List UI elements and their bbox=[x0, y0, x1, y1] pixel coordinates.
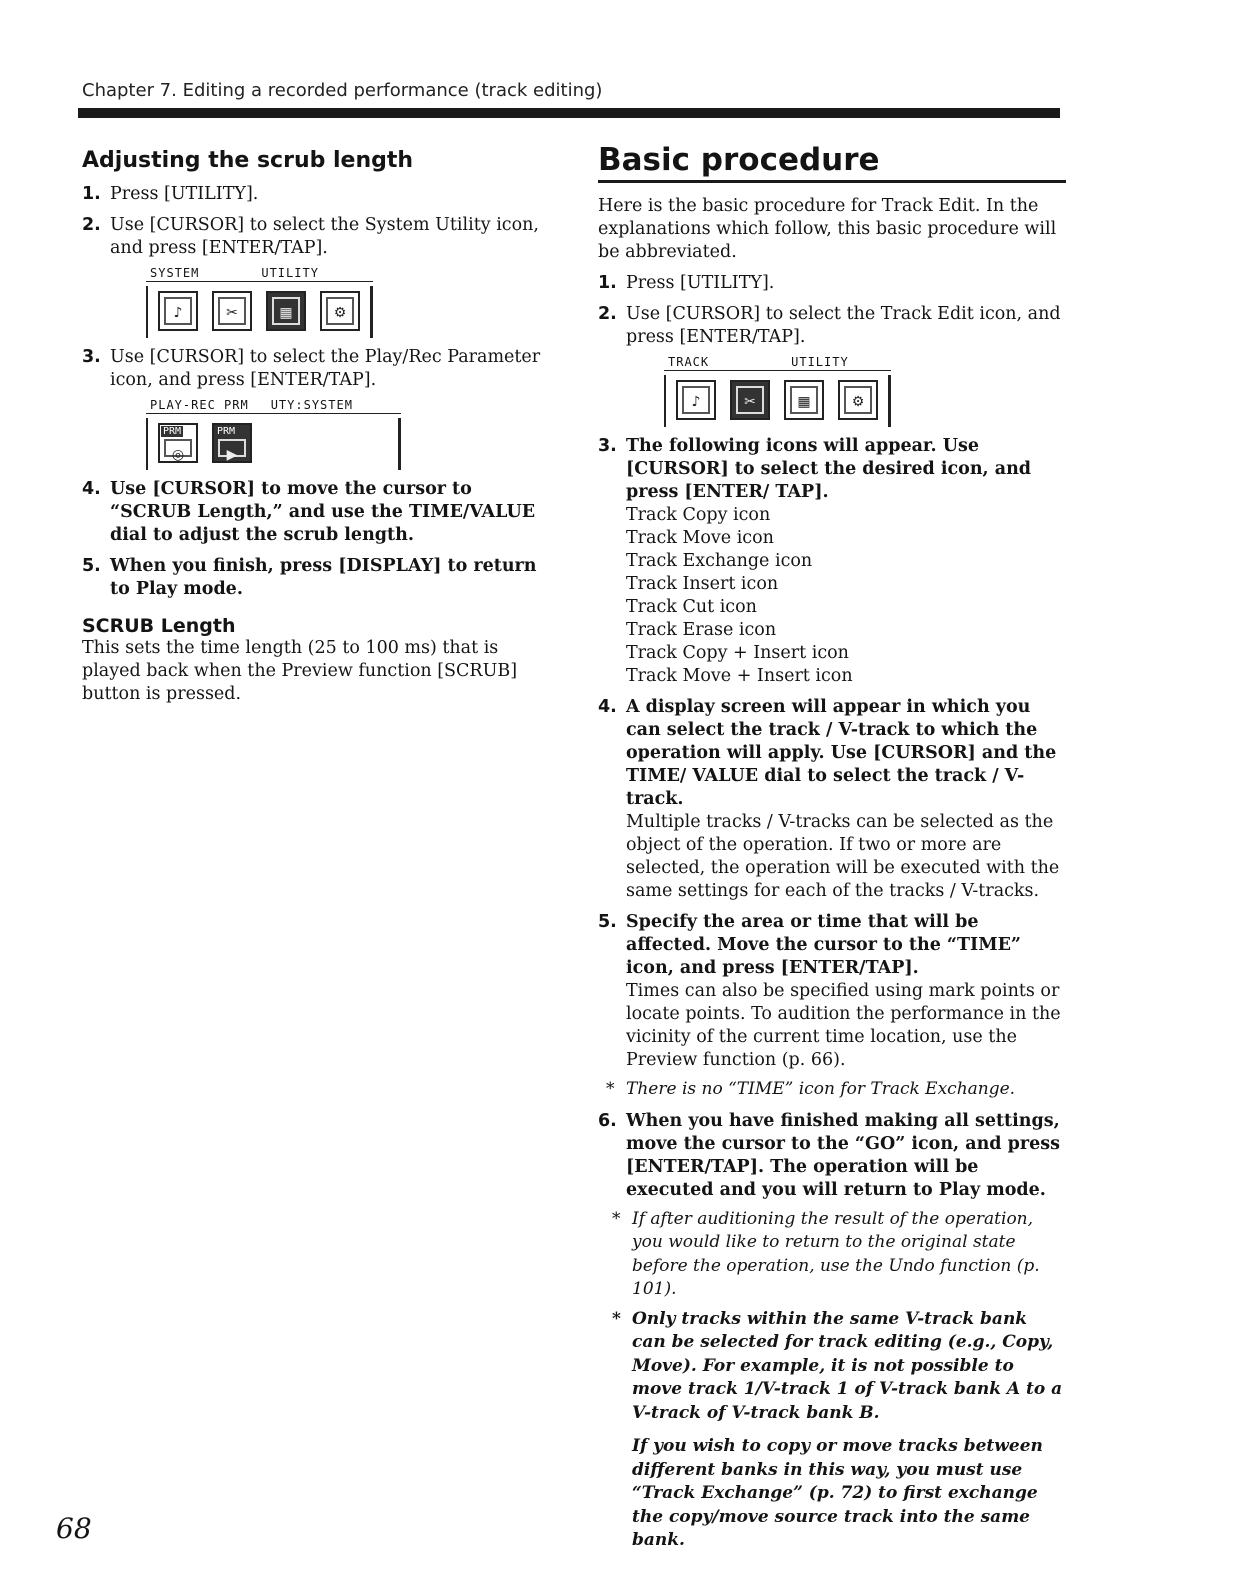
basic-steps-cont2 bbox=[598, 1110, 1066, 1202]
header-rule bbox=[78, 108, 1060, 118]
list-item: 4. A display screen will appear in which you can select the track / V-track to which the operation will apply. Use [CURSOR] and the TIME/ VALUE dial to select the track / V-track. Multiple tracks / V-tracks can be selected as the object of the operation. If two or more are selected, the operation will be executed with the same settings for each of the tracks / V-tracks. bbox=[598, 697, 1060, 901]
prm-dial-icon: PRM ◎ bbox=[158, 423, 198, 463]
intro-text: Here is the basic procedure for Track Edit. In the explanations which follow, this basic procedure will be abbreviated. bbox=[598, 196, 1057, 262]
lcd-system-utility: SYSTEM UTILITY ♪ ✂ ▦ ⚙ bbox=[146, 266, 550, 338]
list-item: 3. Use [CURSOR] to select the Play/Rec Parameter icon, and press [ENTER/TAP]. bbox=[82, 347, 541, 390]
note-undo: * If after auditioning the result of the operation, you would like to return to the original state before the operation, use the Undo function (p. 101). bbox=[612, 1208, 1040, 1299]
list-item: Track Erase icon bbox=[626, 620, 777, 640]
basic-steps-cont bbox=[598, 435, 1066, 1072]
list-item: 5. Specify the area or time that will be affected. Move the cursor to the “TIME” icon, and press [ENTER/TAP]. Times can also be specified using mark points or locate points. To audition the performance in the vicinity of the current time location, use the Preview function (p. 66). bbox=[598, 912, 1061, 1070]
track-edit-icon: ✂ bbox=[730, 380, 770, 420]
disk-icon: ♪ bbox=[158, 291, 198, 331]
counter-icon: ▦ bbox=[266, 291, 306, 331]
system-icon: ⚙ bbox=[320, 291, 360, 331]
list-item: 1. Press [UTILITY]. bbox=[598, 273, 775, 293]
note-time: * There is no “TIME” icon for Track Exchange. bbox=[606, 1079, 1016, 1099]
counter-icon: ▦ bbox=[784, 380, 824, 420]
list-item: Track Insert icon bbox=[626, 574, 779, 594]
param-title: SCRUB Length bbox=[82, 615, 236, 637]
lcd-play-rec-prm: PLAY-REC PRM UTY:SYSTEM PRM ◎ PRM ▶ bbox=[146, 398, 550, 470]
right-column bbox=[598, 142, 1066, 1553]
scrub-steps-cont2 bbox=[82, 478, 550, 601]
list-item: 6. When you have finished making all settings, move the cursor to the “GO” icon, and press [ENTER/TAP]. The operation will be executed and you will return to Play mode. bbox=[598, 1110, 1060, 1200]
chapter-header: Chapter 7. Editing a recorded performance (track editing) bbox=[82, 80, 603, 101]
list-item: Track Copy + Insert icon bbox=[626, 643, 849, 663]
system-icon: ⚙ bbox=[838, 380, 878, 420]
section-heading-scrub: Adjusting the scrub length bbox=[82, 148, 414, 173]
list-item: 3. The following icons will appear. Use [CURSOR] to select the desired icon, and press [ENTER/ TAP]. Track Copy icon Track Move icon Track Exchange icon Track Insert icon Track Cut icon Track Erase icon Track Copy + Insert icon Track Move + Insert icon bbox=[598, 435, 1066, 688]
lcd-track-utility: TRACK UTILITY ♪ ✂ ▦ ⚙ bbox=[664, 355, 1066, 427]
note-bank-cont: If you wish to copy or move tracks between different banks in this way, you must use “Track Exchange” (p. 72) to first exchange the copy/move source track into the same bank. bbox=[632, 1436, 1043, 1550]
page-number: 68 bbox=[56, 1512, 92, 1545]
list-item: Track Move + Insert icon bbox=[626, 666, 853, 686]
list-item: 4. Use [CURSOR] to move the cursor to “SCRUB Length,” and use the TIME/VALUE dial to adjust the scrub length. bbox=[82, 479, 536, 545]
basic-steps bbox=[598, 272, 1066, 349]
list-item: Track Cut icon bbox=[626, 597, 757, 617]
list-item: Track Copy icon bbox=[626, 505, 771, 525]
disk-icon: ♪ bbox=[676, 380, 716, 420]
section-heading-basic: Basic procedure bbox=[598, 142, 1066, 183]
list-item: Track Move icon bbox=[626, 528, 774, 548]
scrub-steps-cont bbox=[82, 346, 550, 392]
list-item: 2. Use [CURSOR] to select the System Utility icon, and press [ENTER/TAP]. bbox=[82, 215, 539, 258]
list-item: 2. Use [CURSOR] to select the Track Edit icon, and press [ENTER/TAP]. bbox=[598, 304, 1061, 347]
prm-play-icon: PRM ▶ bbox=[212, 423, 252, 463]
scissors-note-icon: ✂ bbox=[212, 291, 252, 331]
note-bank: * Only tracks within the same V-track bank can be selected for track editing (e.g., Copy, Move). For example, it is not possible to move track 1/V-track 1 of V-track bank A to a V-track of V-track bank B. bbox=[612, 1308, 1063, 1423]
list-item: Track Exchange icon bbox=[626, 551, 813, 571]
left-column bbox=[82, 148, 550, 706]
icon-list bbox=[626, 504, 1066, 688]
list-item: 5. When you finish, press [DISPLAY] to return to Play mode. bbox=[82, 556, 537, 599]
list-item: 1. Press [UTILITY]. bbox=[82, 184, 259, 204]
scrub-steps bbox=[82, 183, 550, 260]
param-text: This sets the time length (25 to 100 ms) that is played back when the Preview function [SCRUB] button is pressed. bbox=[82, 638, 518, 704]
